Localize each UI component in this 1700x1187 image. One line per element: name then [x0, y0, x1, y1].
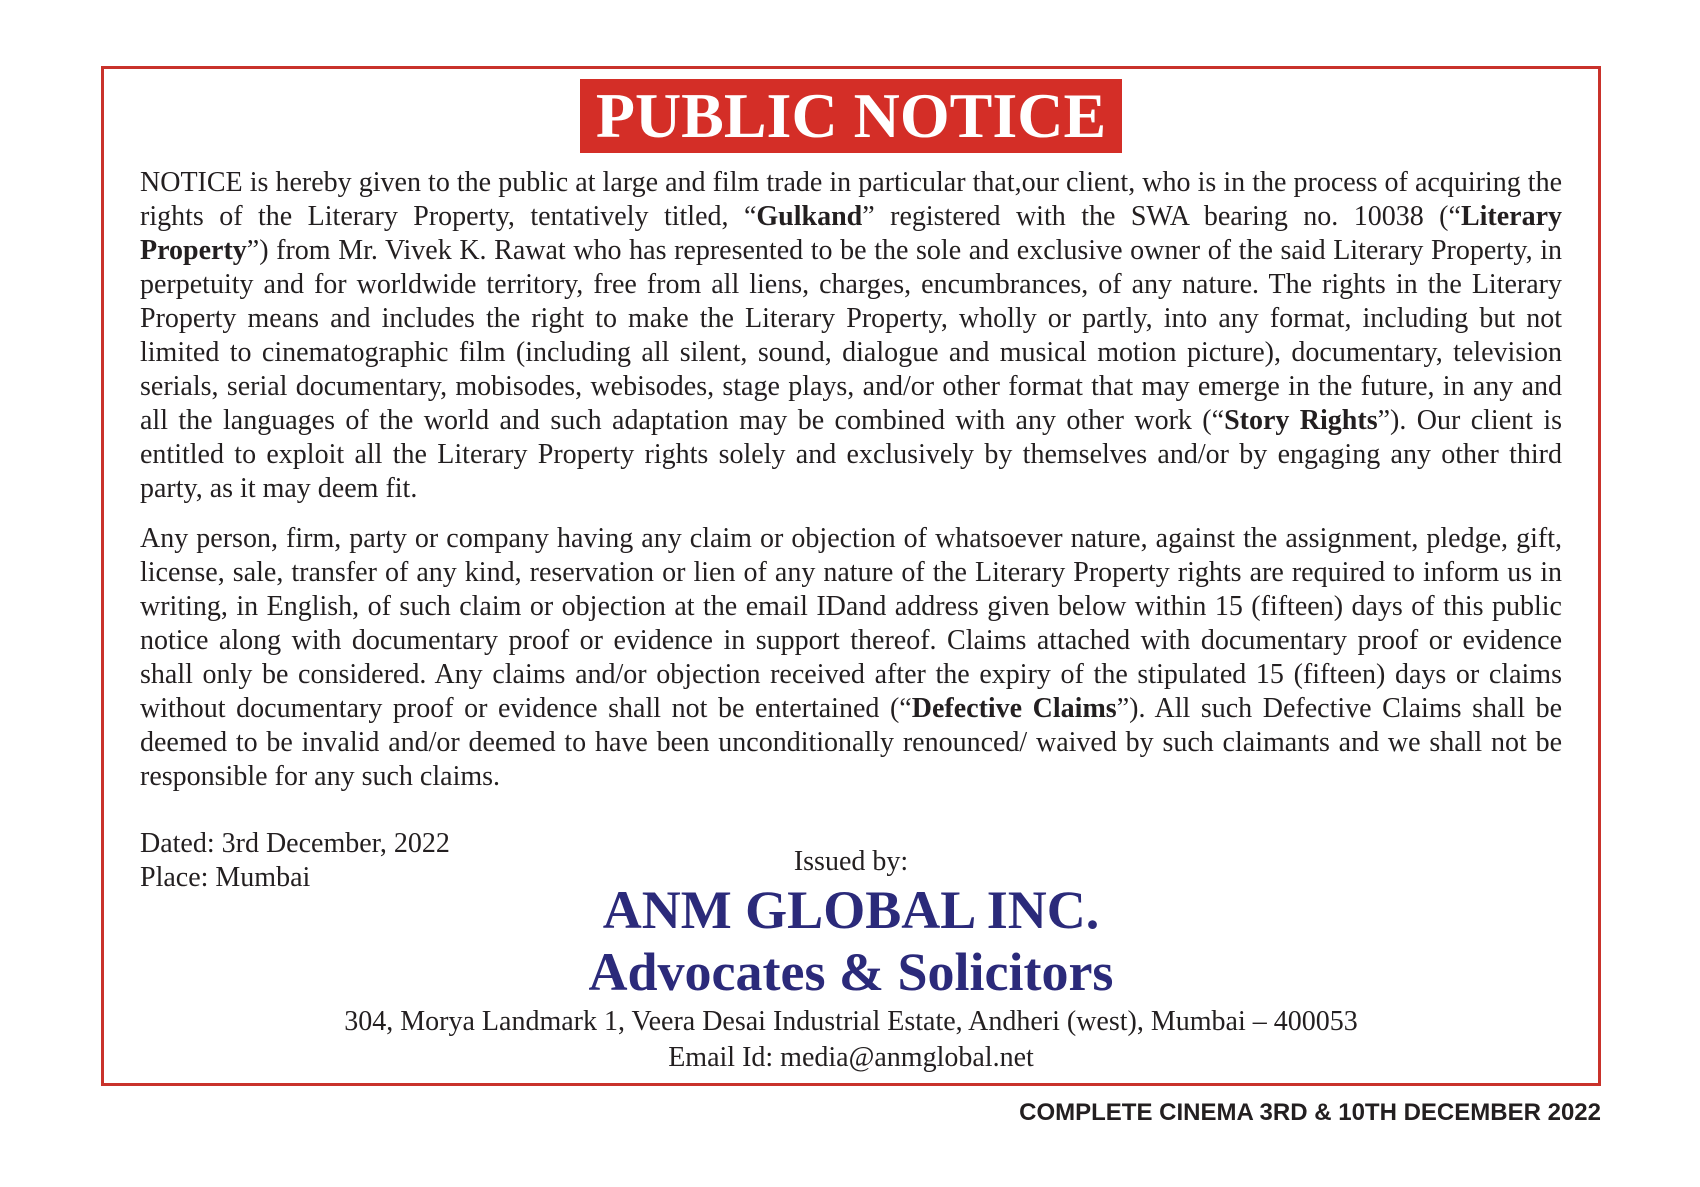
- p1-bold-literary-property: Literary Property: [140, 201, 1562, 266]
- p1-bold-gulkand: Gulkand: [756, 201, 863, 232]
- issuer-block: [104, 845, 1598, 1075]
- firm-address: 304, Morya Landmark 1, Veera Desai Industrial Estate, Andheri (west), Mumbai – 400053: [344, 1006, 1358, 1037]
- notice-paragraph-2: [140, 522, 1562, 794]
- p1-bold-story-rights: Story Rights: [1224, 405, 1378, 436]
- p1-text-4: ”). Our client is entitled to exploit all the Literary Property rights solely and exclusively by themselves and/or by engaging any other third party, as it may deem fit.: [140, 405, 1562, 504]
- p1-text-3: ”) from Mr. Vivek K. Rawat who has represented to be the sole and exclusive owner of the said Literary Property, in perpetuity and for worldwide territory, free from all liens, charges, encumbrances, of any nature. The rights in the Literary Property means and includes the right to make the Literary Property, wholly or partly, into any format, including but not limited to cinematographic film (including all silent, sound, dialogue and musical motion picture), documentary, television serials, serial documentary, mobisodes, webisodes, stage plays, and/or other format that may emerge in the future, in any and all the languages of the world and such adaptation may be combined with any other work (“: [140, 235, 1562, 436]
- publication-credit: COMPLETE CINEMA 3RD & 10TH DECEMBER 2022: [1019, 1099, 1601, 1126]
- firm-name: ANM GLOBAL INC.: [602, 880, 1100, 940]
- firm-subtitle: Advocates & Solicitors: [588, 942, 1114, 1002]
- p1-text-1: NOTICE is hereby given to the public at large and film trade in particular that,our client, who is in the process of acquiring the rights of the Literary Property, tentatively titled, “: [140, 167, 1562, 232]
- p2-text-1: Any person, firm, party or company having any claim or objection of whatsoever nature, against the assignment, pledge, gift, license, sale, transfer of any kind, reservation or lien of any nature of the Literary Property rights are required to inform us in writing, in English, of such claim or objection at the email IDand address given below within 15 (fifteen) days of this public notice along with documentary proof or evidence in support thereof. Claims attached with documentary proof or evidence shall only be considered. Any claims and/or objection received after the expiry of the stipulated 15 (fifteen) days or claims without documentary proof or evidence shall not be entertained (“: [140, 523, 1562, 724]
- place-line: Place: Mumbai: [140, 862, 311, 893]
- notice-title: PUBLIC NOTICE: [580, 79, 1122, 153]
- notice-paragraph-1: [140, 166, 1562, 506]
- p2-bold-defective-claims: Defective Claims: [911, 693, 1117, 724]
- dated-line: Dated: 3rd December, 2022: [140, 828, 450, 859]
- public-notice-frame: [101, 66, 1601, 1086]
- issued-by-label: Issued by:: [793, 846, 909, 877]
- title-wrap: [104, 79, 1598, 153]
- p2-text-2: ”). All such Defective Claims shall be deemed to be invalid and/or deemed to have been unconditionally renounced/ waived by such claimants and we shall not be responsible for any such claims.: [140, 693, 1563, 792]
- firm-email: Email Id: media@anmglobal.net: [668, 1042, 1034, 1073]
- p1-text-2: ” registered with the SWA bearing no. 10038 (“: [862, 201, 1461, 232]
- notice-body: [140, 166, 1562, 810]
